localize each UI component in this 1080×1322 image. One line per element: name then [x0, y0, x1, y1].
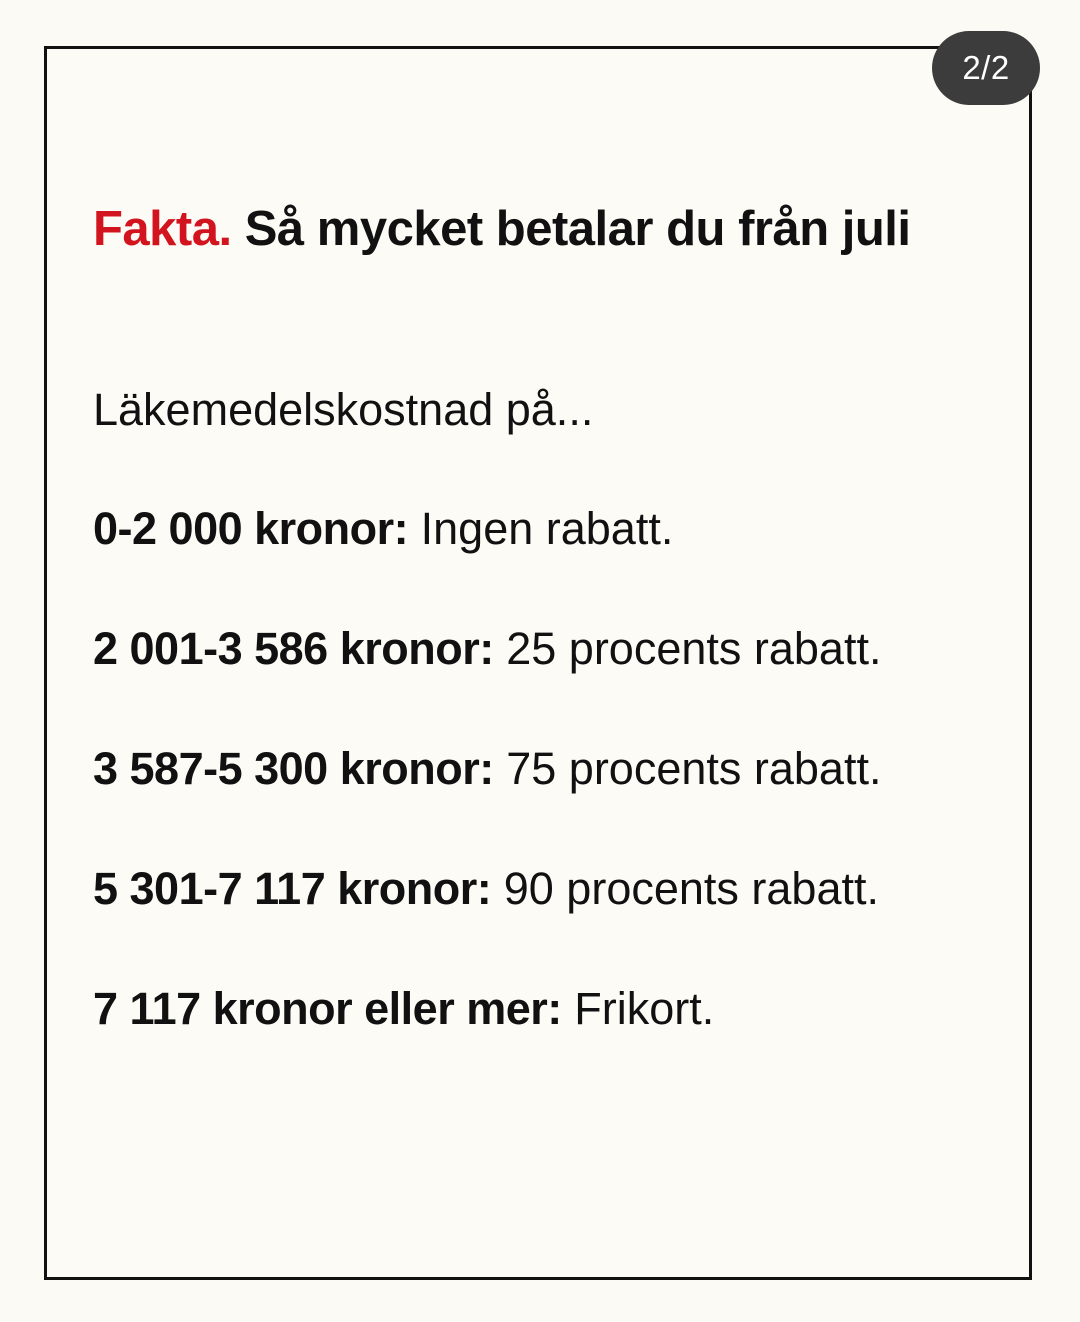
title-text: Så mycket betalar du från juli: [244, 202, 911, 256]
discount-text: Ingen rabatt.: [420, 503, 674, 554]
page-title: [93, 197, 911, 261]
list-item: [93, 741, 881, 797]
intro-text: Läkemedelskostnad på...: [93, 384, 594, 435]
discount-text: 25 procents rabatt.: [506, 623, 882, 674]
list-item: [93, 501, 673, 557]
cost-range: 0-2 000 kronor:: [93, 503, 409, 554]
discount-text: 75 procents rabatt.: [506, 743, 882, 794]
list-item: [93, 861, 879, 917]
title-label: Fakta.: [93, 202, 232, 256]
page-counter-badge: 2/2: [932, 31, 1040, 105]
cost-range: 5 301-7 117 kronor:: [93, 863, 492, 914]
list-item: [93, 981, 714, 1037]
cost-range: 2 001-3 586 kronor:: [93, 623, 494, 674]
list-item: [93, 621, 881, 677]
discount-text: 90 procents rabatt.: [503, 863, 879, 914]
cost-range: 3 587-5 300 kronor:: [93, 743, 494, 794]
cost-range: 7 117 kronor eller mer:: [93, 983, 562, 1034]
discount-text: Frikort.: [574, 983, 715, 1034]
